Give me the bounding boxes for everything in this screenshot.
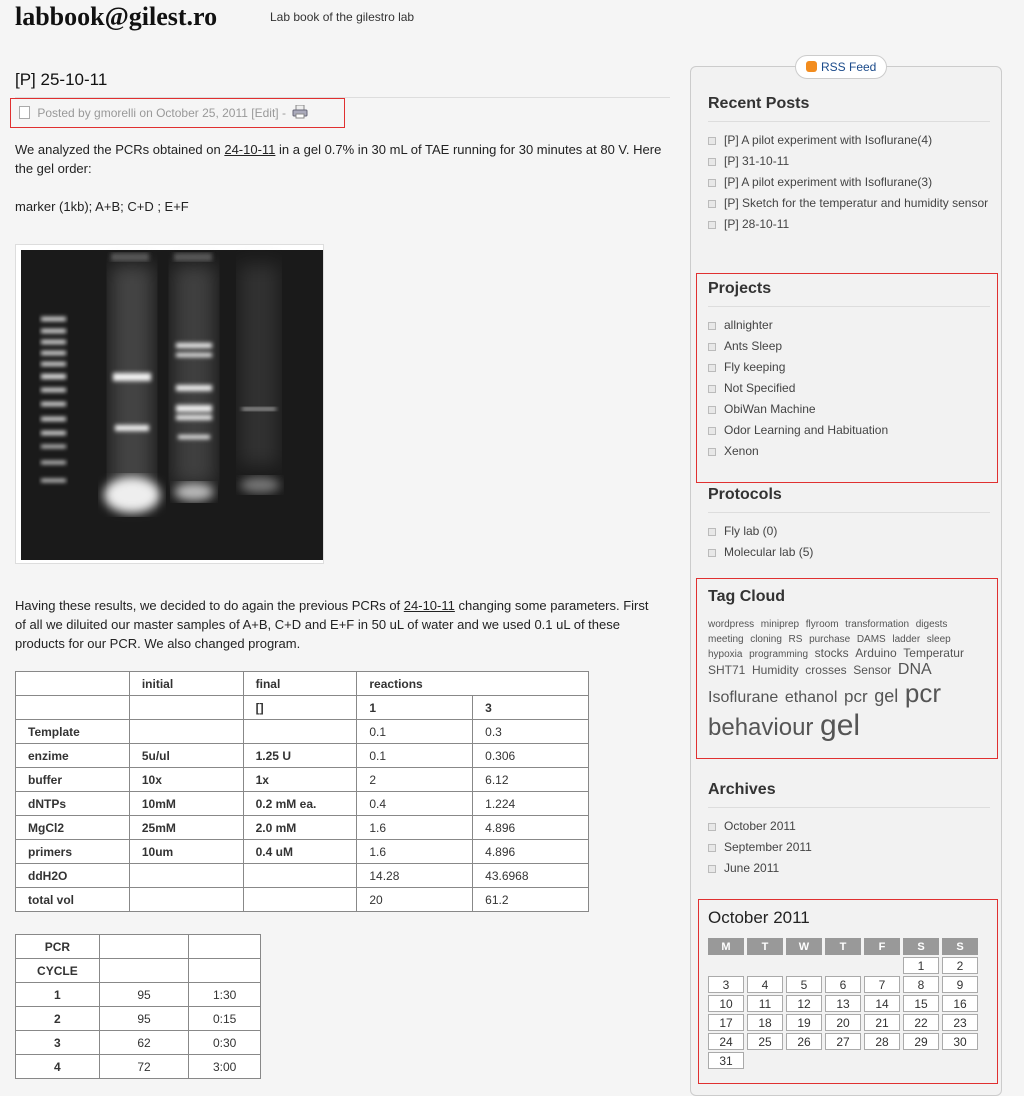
archive-link[interactable]: June 2011 [708,858,990,879]
table-cell: 0.4 uM [243,840,357,864]
calendar-day: 26 [786,1033,822,1050]
tag-link[interactable]: miniprep [760,619,800,630]
table-cell: 0.2 mM ea. [243,792,357,816]
table-cell: 95 [99,983,189,1007]
print-icon[interactable] [292,105,308,119]
table-row [16,888,589,912]
calendar-day: 18 [747,1014,783,1031]
calendar-day: 9 [942,976,978,993]
tag-link[interactable]: DNA [897,660,932,678]
table-cell: 6.12 [473,768,589,792]
table-row [16,744,589,768]
reaction-table [15,671,589,912]
calendar-day: 10 [708,995,744,1012]
tag-link[interactable]: hypoxia [708,648,743,660]
table-row [16,720,589,744]
recent-post-link[interactable]: [P] A pilot experiment with Isoflurane(4) [708,130,990,151]
table-row [16,816,589,840]
calendar-empty-cell [708,957,744,974]
table-cell: 1:30 [189,983,261,1007]
table-cell [99,959,189,983]
calendar-day: 30 [942,1033,978,1050]
table-cell: 0.1 [357,744,473,768]
calendar-day: 15 [903,995,939,1012]
tag-link[interactable]: RS [788,633,803,645]
table-header-row [16,935,261,959]
recent-post-link[interactable]: [P] 28-10-11 [708,214,990,235]
post-paragraph [15,596,655,653]
date-link[interactable]: 24-10-11 [224,142,276,157]
table-cell: 25mM [129,816,243,840]
table-cell: 61.2 [473,888,589,912]
post-meta [10,98,345,128]
calendar-empty-cell [825,957,861,974]
table-cell: enzime [16,744,130,768]
tag-link[interactable]: wordpress [708,619,755,630]
table-cell: CYCLE [16,959,100,983]
table-cell: 5u/ul [129,744,243,768]
site-title[interactable]: labbook@gilest.ro [15,2,218,31]
calendar-day-header: M [708,938,744,955]
tag-link[interactable]: meeting [708,633,744,645]
project-link[interactable]: Xenon [708,441,990,462]
projects-widget [708,280,990,462]
tag-link[interactable]: pcr [844,687,868,707]
calendar-day: 16 [942,995,978,1012]
archive-link[interactable]: September 2011 [708,837,990,858]
calendar-empty-cell [786,1052,822,1069]
paragraph-text: Having these results, we decided to do again the previous PCRs of [15,598,404,613]
table-cell: 0.1 [357,720,473,744]
project-link[interactable]: Odor Learning and Habituation [708,420,990,441]
table-cell: 1 [357,696,473,720]
table-cell [243,864,357,888]
calendar-day: 22 [903,1014,939,1031]
table-cell: MgCl2 [16,816,130,840]
tag-link[interactable]: Temperatur [903,645,964,660]
calendar-day: 6 [825,976,861,993]
table-header-row [16,672,589,696]
table-row [16,1055,261,1079]
table-cell: 43.6968 [473,864,589,888]
calendar-day-header: S [942,938,978,955]
calendar-day: 19 [786,1014,822,1031]
archives-widget [708,781,990,879]
table-cell [189,959,261,983]
table-header-row [16,696,589,720]
calendar-day: 5 [786,976,822,993]
project-link[interactable]: allnighter [708,315,990,336]
table-cell: final [243,672,357,696]
table-cell [129,864,243,888]
table-cell: 1.25 U [243,744,357,768]
calendar-day: 7 [864,976,900,993]
tag-link[interactable]: DAMS [856,633,886,645]
table-cell [129,888,243,912]
calendar-day: 20 [825,1014,861,1031]
widget-title: Tag Cloud [708,588,786,605]
pcr-cycle-table [15,934,261,1079]
calendar-widget [708,908,990,1071]
protocol-link[interactable]: Molecular lab (5) [708,542,990,563]
tag-link[interactable]: programming [749,648,809,660]
table-row [16,840,589,864]
tag-link[interactable]: digests [915,619,948,630]
table-cell [189,935,261,959]
table-header-row [16,959,261,983]
paragraph-text: We analyzed the PCRs obtained on [15,142,225,157]
table-cell: 4.896 [473,816,589,840]
table-cell: 2 [357,768,473,792]
table-cell: buffer [16,768,130,792]
recent-post-link[interactable]: [P] 31-10-11 [708,151,990,172]
calendar-empty-cell [825,1052,861,1069]
table-cell: total vol [16,888,130,912]
tag-link[interactable]: Sensor [853,662,892,677]
calendar-empty-cell [747,957,783,974]
recent-post-link[interactable]: [P] Sketch for the temperatur and humidity sensor [708,193,990,214]
edit-link[interactable]: [Edit] [251,106,279,120]
calendar-day: 8 [903,976,939,993]
table-cell: 1.6 [357,840,473,864]
calendar-empty-cell [786,957,822,974]
tag-link[interactable]: Isoflurane [708,689,779,707]
table-row [16,1007,261,1031]
gel-image [15,244,324,564]
tag-cloud [708,616,990,744]
table-cell: 2 [16,1007,100,1031]
calendar-day: 23 [942,1014,978,1031]
calendar-day-header: S [903,938,939,955]
calendar-day: 31 [708,1052,744,1069]
rss-icon [806,61,817,72]
table-cell: 10mM [129,792,243,816]
tag-link[interactable]: cloning [750,633,782,645]
table-row [16,768,589,792]
tag-link[interactable]: gel [874,686,899,707]
table-cell: primers [16,840,130,864]
tag-link[interactable]: purchase [809,633,851,645]
widget-title: Projects [708,280,990,307]
tag-cloud-widget [708,588,990,744]
calendar-day-header: T [825,938,861,955]
table-cell: 4 [16,1055,100,1079]
calendar-day: 24 [708,1033,744,1050]
post-title[interactable]: [P] 25-10-11 [15,70,108,89]
table-row [16,864,589,888]
table-cell: ddH2O [16,864,130,888]
table-row [16,1031,261,1055]
tag-link[interactable]: Humidity [751,662,799,677]
protocols-widget [708,486,990,563]
document-icon [19,106,30,119]
table-cell [16,696,130,720]
tag-link[interactable]: transformation [845,619,910,630]
table-cell: PCR [16,935,100,959]
calendar-day: 12 [786,995,822,1012]
recent-post-link[interactable]: [P] A pilot experiment with Isoflurane(3) [708,172,990,193]
table-cell: 0:15 [189,1007,261,1031]
table-cell: 10x [129,768,243,792]
table-cell: 2.0 mM [243,816,357,840]
table-cell: 4.896 [473,840,589,864]
table-cell: dNTPs [16,792,130,816]
table-row [16,792,589,816]
table-row [16,983,261,1007]
project-link[interactable]: Not Specified [708,378,990,399]
recent-posts-widget [708,95,990,235]
protocol-link[interactable]: Fly lab (0) [708,521,990,542]
tag-link[interactable]: flyroom [805,619,839,630]
project-link[interactable]: ObiWan Machine [708,399,990,420]
calendar-day: 27 [825,1033,861,1050]
gel-order-text: marker (1kb); A+B; C+D ; E+F [15,199,189,214]
calendar-day: 11 [747,995,783,1012]
table-cell: 0:30 [189,1031,261,1055]
calendar-day: 29 [903,1033,939,1050]
table-cell [99,935,189,959]
calendar-day-header: W [786,938,822,955]
post-meta-text: Posted by gmorelli on October 25, 2011 [37,106,248,120]
site-tagline: Lab book of the gilestro lab [270,10,415,24]
table-cell: 1.224 [473,792,589,816]
table-cell [16,672,130,696]
calendar-day: 3 [708,976,744,993]
tag-link[interactable]: sleep [926,633,951,645]
calendar-empty-cell [903,1052,939,1069]
calendar-day: 17 [708,1014,744,1031]
tag-link[interactable]: ladder [892,633,921,645]
table-cell: reactions [357,672,589,696]
calendar-empty-cell [864,957,900,974]
calendar-title: October 2011 [708,908,810,927]
paragraph-text: changing some parameters. First of all we diluited our master samples of A+B, C+D and E+F in 50 uL of water and we used 0.1 uL of these products for our PCR. We also changed program. [15,598,649,651]
table-cell [129,696,243,720]
table-cell: 0.3 [473,720,589,744]
calendar-day: 21 [864,1014,900,1031]
tag-link[interactable]: behaviour [708,714,814,742]
tag-link[interactable]: SHT71 [708,662,746,677]
table-cell: 10um [129,840,243,864]
table-cell: 3 [16,1031,100,1055]
tag-link[interactable]: stocks [814,645,849,660]
tag-link[interactable]: ethanol [784,689,838,707]
tag-link[interactable]: Arduino [855,645,897,660]
project-link[interactable]: Fly keeping [708,357,990,378]
tag-link[interactable]: crosses [805,662,847,677]
table-cell: initial [129,672,243,696]
calendar-empty-cell [864,1052,900,1069]
calendar-day: 1 [903,957,939,974]
table-cell: 0.4 [357,792,473,816]
meta-separator: - [281,106,286,120]
table-cell: 1x [243,768,357,792]
table-cell: 20 [357,888,473,912]
tag-link[interactable]: gel [820,709,861,743]
widget-title: Recent Posts [708,95,990,122]
table-cell [243,888,357,912]
table-cell: 1.6 [357,816,473,840]
calendar-day: 4 [747,976,783,993]
widget-title: Protocols [708,486,990,513]
calendar-day-header: F [864,938,900,955]
calendar-day-header: T [747,938,783,955]
table-cell: [] [243,696,357,720]
table-cell: 3:00 [189,1055,261,1079]
table-cell: Template [16,720,130,744]
calendar-day: 14 [864,995,900,1012]
paragraph-text: in a gel 0.7% in 30 mL of TAE running for 30 minutes at 80 V. Here the gel order: [15,142,662,176]
calendar-day: 25 [747,1033,783,1050]
rss-feed-button[interactable] [795,55,887,79]
calendar-day: 13 [825,995,861,1012]
table-cell: 0.306 [473,744,589,768]
date-link[interactable]: 24-10-11 [403,598,455,613]
table-cell [129,720,243,744]
table-cell: 72 [99,1055,189,1079]
post-paragraph [15,140,665,178]
table-cell: 62 [99,1031,189,1055]
table-cell: 95 [99,1007,189,1031]
calendar-grid [705,936,981,1071]
table-cell: 14.28 [357,864,473,888]
table-cell: 1 [16,983,100,1007]
tag-link[interactable]: pcr [904,678,942,709]
rss-label: RSS Feed [821,60,877,74]
table-cell: 3 [473,696,589,720]
project-link[interactable]: Ants Sleep [708,336,990,357]
calendar-empty-cell [942,1052,978,1069]
archive-link[interactable]: October 2011 [708,816,990,837]
widget-title: Archives [708,781,990,808]
calendar-empty-cell [747,1052,783,1069]
table-cell [243,720,357,744]
calendar-day: 28 [864,1033,900,1050]
calendar-day: 2 [942,957,978,974]
